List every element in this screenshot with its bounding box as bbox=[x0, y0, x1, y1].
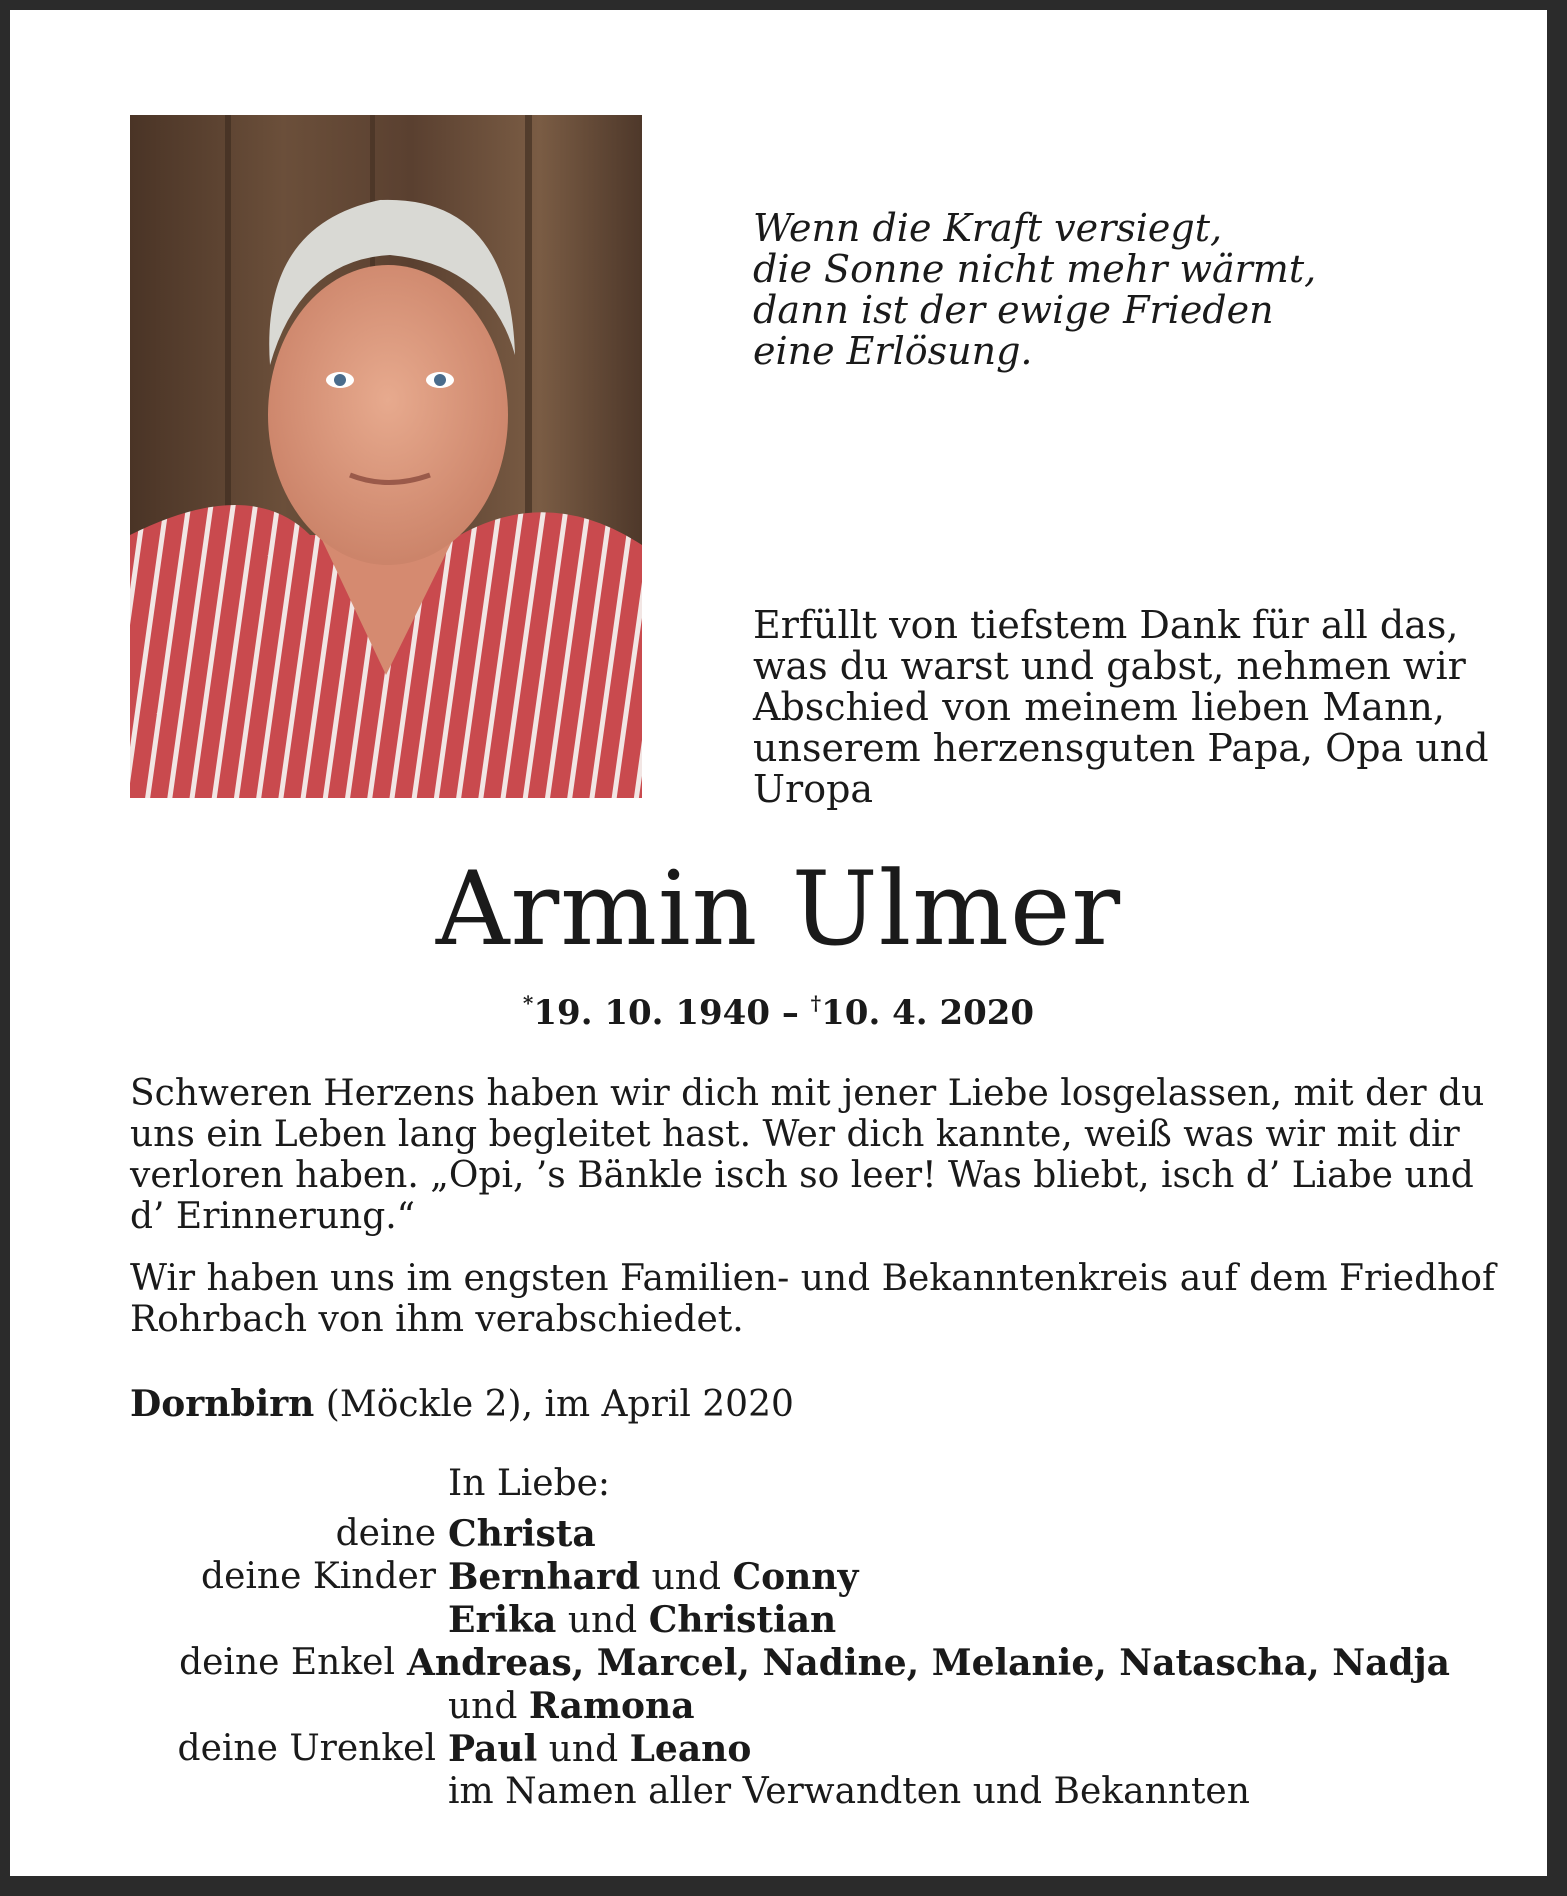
and-word: und bbox=[651, 1557, 721, 1598]
greatgrandchildren-label: deine Urenkel bbox=[177, 1728, 436, 1769]
intro-line: Uropa bbox=[753, 767, 874, 811]
spouse-name: Christa bbox=[448, 1513, 596, 1555]
birth-symbol: * bbox=[522, 991, 534, 1015]
grandchildren-row bbox=[130, 1642, 1450, 1685]
poem-line: dann ist der ewige Frieden bbox=[753, 288, 1274, 332]
child-name: Christian bbox=[648, 1599, 837, 1641]
poem-line: eine Erlösung. bbox=[753, 329, 1033, 373]
children-label: deine Kinder bbox=[201, 1556, 436, 1597]
city: Dornbirn bbox=[130, 1383, 315, 1425]
closing-line: im Namen aller Verwandten und Bekannten bbox=[448, 1771, 1250, 1812]
child-name: Conny bbox=[732, 1556, 859, 1598]
place-date bbox=[130, 1384, 794, 1425]
body-line: uns ein Leben lang begleitet hast. Wer dich kannte, weiß was wir mit dir bbox=[130, 1114, 1460, 1155]
and-word: und bbox=[548, 1729, 619, 1770]
address-date: (Möckle 2), im April 2020 bbox=[314, 1384, 794, 1425]
grandchildren-names: Andreas, Marcel, Nadine, Melanie, Natascha, Nadja bbox=[406, 1642, 1450, 1684]
grandchildren-row-2 bbox=[130, 1685, 1450, 1728]
signoff bbox=[130, 1463, 1450, 1813]
farewell-line: Rohrbach von ihm verabschiedet. bbox=[130, 1299, 744, 1340]
spouse-row bbox=[130, 1513, 1450, 1556]
date-separator: – bbox=[769, 993, 811, 1033]
deceased-name: Armin Ulmer bbox=[435, 850, 1122, 969]
greatgrandchildren-row bbox=[130, 1728, 1450, 1771]
farewell-paragraph bbox=[130, 1258, 1495, 1340]
children-row bbox=[130, 1556, 1450, 1599]
poem-line: die Sonne nicht mehr wärmt, bbox=[753, 247, 1317, 291]
and-word: und bbox=[448, 1686, 518, 1727]
death-symbol: † bbox=[810, 991, 822, 1015]
poem bbox=[753, 208, 1316, 372]
closing-row bbox=[130, 1771, 1450, 1813]
poem-line: Wenn die Kraft versiegt, bbox=[753, 206, 1223, 250]
intro-line: Abschied von meinem lieben Mann, bbox=[753, 685, 1445, 729]
grandchild-name: Ramona bbox=[528, 1685, 695, 1727]
intro-line: Erfüllt von tiefstem Dank für all das, bbox=[753, 603, 1459, 647]
child-name: Bernhard bbox=[448, 1556, 641, 1598]
obituary-page bbox=[10, 10, 1547, 1876]
death-date: 10. 4. 2020 bbox=[821, 993, 1035, 1033]
spouse-label: deine bbox=[335, 1513, 436, 1554]
grandchildren-label: deine Enkel bbox=[179, 1642, 395, 1683]
greatgrandchild-name: Paul bbox=[448, 1728, 538, 1770]
portrait-photo bbox=[130, 115, 642, 798]
and-word: und bbox=[567, 1600, 638, 1641]
signoff-heading-row bbox=[130, 1463, 1450, 1505]
intro-line: was du warst und gabst, nehmen wir bbox=[753, 644, 1466, 688]
signoff-heading: In Liebe: bbox=[448, 1463, 611, 1504]
body-line: verloren haben. „Opi, ’s Bänkle isch so leer! Was bliebt, isch d’ Liabe und bbox=[130, 1155, 1474, 1196]
body-line: Schweren Herzens haben wir dich mit jener Liebe losgelassen, mit der du bbox=[130, 1073, 1485, 1114]
body-paragraph bbox=[130, 1073, 1485, 1237]
farewell-line: Wir haben uns im engsten Familien- und Bekanntenkreis auf dem Friedhof bbox=[130, 1258, 1496, 1299]
life-dates bbox=[10, 983, 1547, 1033]
greatgrandchild-name: Leano bbox=[629, 1728, 752, 1770]
intro-paragraph bbox=[753, 603, 1489, 811]
child-name: Erika bbox=[448, 1599, 557, 1641]
intro-line: unserem herzensguten Papa, Opa und bbox=[753, 726, 1489, 770]
children-row-2 bbox=[130, 1599, 1450, 1642]
body-line: d’ Erinnerung.“ bbox=[130, 1196, 416, 1237]
birth-date: 19. 10. 1940 bbox=[533, 993, 770, 1033]
